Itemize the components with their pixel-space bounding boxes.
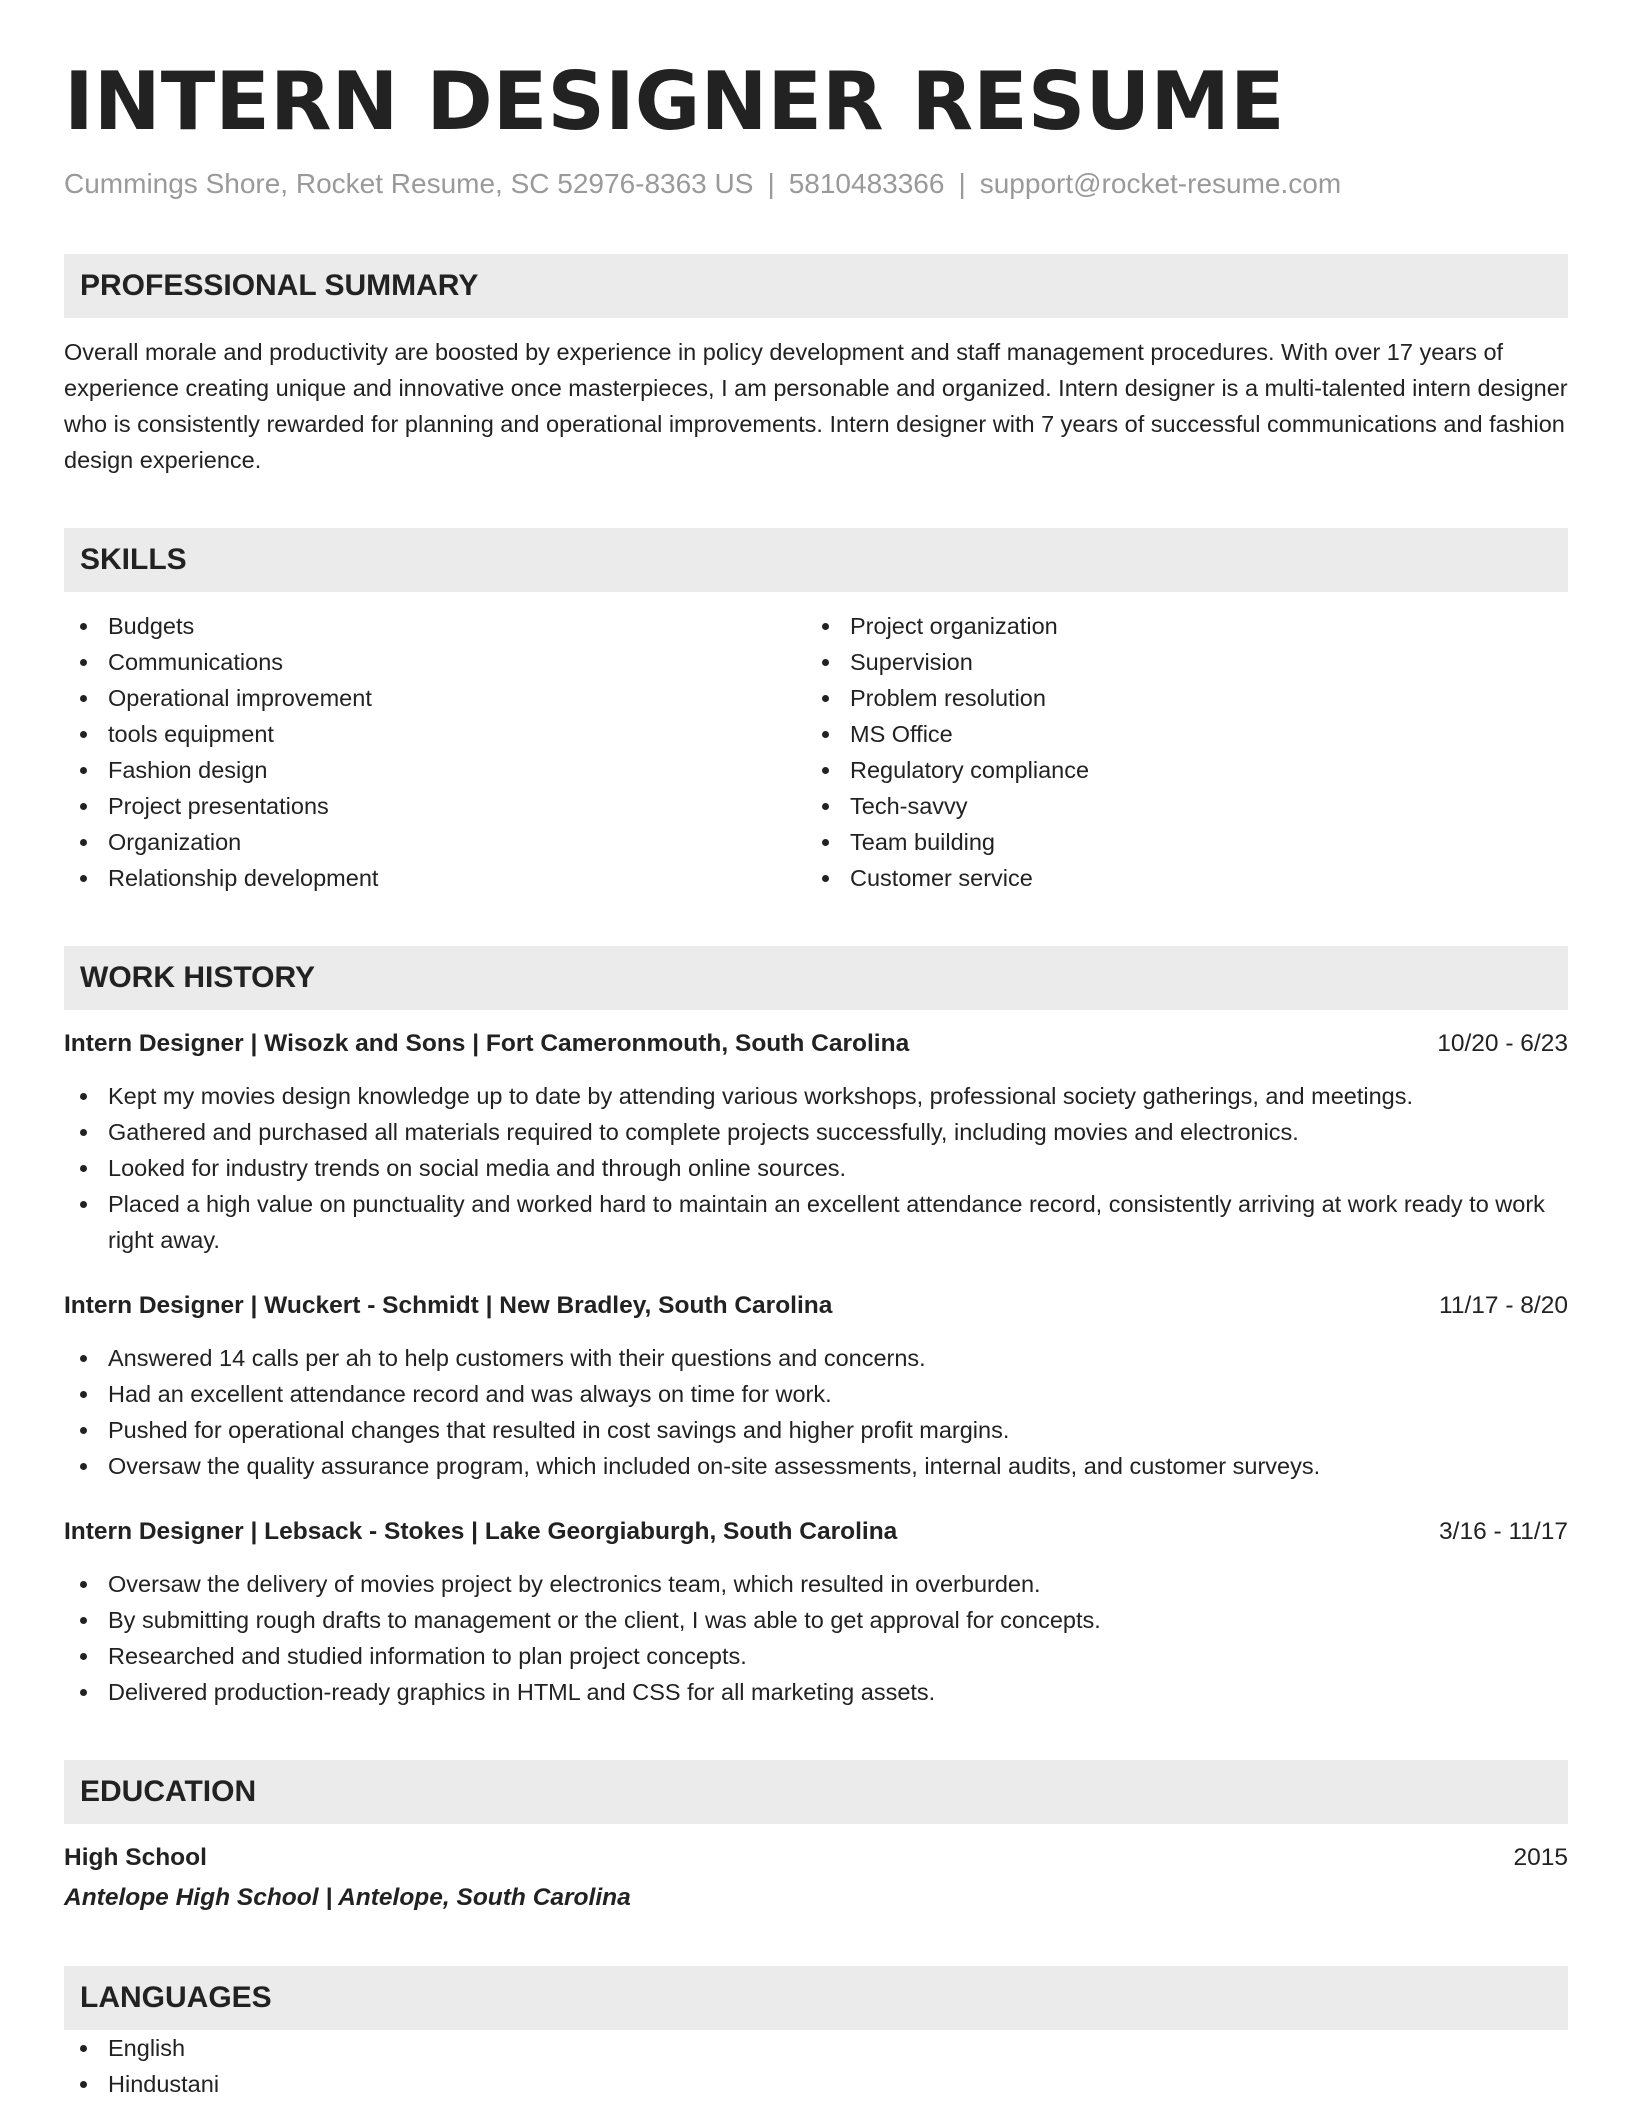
skills-column-right bbox=[806, 608, 1548, 896]
skill-item: Operational improvement bbox=[64, 680, 806, 716]
contact-line bbox=[64, 166, 1568, 202]
education-degree: High School bbox=[64, 1844, 207, 1871]
skill-item: Communications bbox=[64, 644, 806, 680]
contact-address: Cummings Shore, Rocket Resume, SC 52976-8363 US bbox=[64, 168, 754, 199]
languages-list bbox=[64, 2030, 1568, 2102]
contact-phone: 5810483366 bbox=[788, 168, 945, 199]
job-title: Intern Designer | Lebsack - Stokes | Lake Georgiaburgh, South Carolina bbox=[64, 1518, 898, 1545]
job-bullet: Researched and studied information to plan project concepts. bbox=[64, 1638, 1568, 1674]
contact-email: support@rocket-resume.com bbox=[979, 168, 1342, 199]
job-bullets bbox=[64, 1340, 1568, 1484]
job-header bbox=[64, 1026, 1568, 1062]
section-header-summary: PROFESSIONAL SUMMARY bbox=[64, 254, 1568, 318]
job-dates: 11/17 - 8/20 bbox=[1439, 1292, 1568, 1319]
job-dates: 3/16 - 11/17 bbox=[1439, 1518, 1568, 1545]
skill-item: MS Office bbox=[806, 716, 1548, 752]
job-bullets bbox=[64, 1566, 1568, 1710]
language-item: Hindustani bbox=[64, 2066, 1568, 2102]
job-bullet: Pushed for operational changes that resulted in cost savings and higher profit margins. bbox=[64, 1412, 1568, 1448]
job-header bbox=[64, 1514, 1568, 1550]
skill-item: Customer service bbox=[806, 860, 1548, 896]
skills-list bbox=[64, 608, 1568, 896]
contact-separator: | bbox=[958, 168, 966, 199]
job-bullet: Looked for industry trends on social media and through online sources. bbox=[64, 1150, 1568, 1186]
contact-separator: | bbox=[767, 168, 775, 199]
skill-item: Fashion design bbox=[64, 752, 806, 788]
skill-item: Project presentations bbox=[64, 788, 806, 824]
skills-column-left bbox=[64, 608, 806, 896]
job-title: Intern Designer | Wisozk and Sons | Fort Cameronmouth, South Carolina bbox=[64, 1030, 910, 1057]
job-bullet: Answered 14 calls per ah to help customers with their questions and concerns. bbox=[64, 1340, 1568, 1376]
skill-item: Organization bbox=[64, 824, 806, 860]
resume-title: INTERN DESIGNER RESUME bbox=[64, 55, 1285, 148]
resume-content bbox=[64, 52, 1568, 2102]
job-bullet: By submitting rough drafts to management or the client, I was able to get approval for concepts. bbox=[64, 1602, 1568, 1638]
education-header bbox=[64, 1840, 1568, 1876]
section-header-skills: SKILLS bbox=[64, 528, 1568, 592]
section-header-languages: LANGUAGES bbox=[64, 1966, 1568, 2030]
skill-item: Problem resolution bbox=[806, 680, 1548, 716]
job-bullet: Delivered production-ready graphics in HTML and CSS for all marketing assets. bbox=[64, 1674, 1568, 1710]
job-header bbox=[64, 1288, 1568, 1324]
job-bullet: Had an excellent attendance record and was always on time for work. bbox=[64, 1376, 1568, 1412]
education-school: Antelope High School | Antelope, South Carolina bbox=[64, 1884, 631, 1911]
skill-item: tools equipment bbox=[64, 716, 806, 752]
education-year: 2015 bbox=[1513, 1844, 1568, 1871]
job-dates: 10/20 - 6/23 bbox=[1437, 1030, 1568, 1057]
skill-item: Tech-savvy bbox=[806, 788, 1548, 824]
skill-item: Team building bbox=[806, 824, 1548, 860]
job-bullet: Placed a high value on punctuality and worked hard to maintain an excellent attendance record, consistently arriving at work ready to work right away. bbox=[64, 1186, 1568, 1258]
skill-item: Regulatory compliance bbox=[806, 752, 1548, 788]
job-bullet: Kept my movies design knowledge up to date by attending various workshops, professional society gatherings, and meetings. bbox=[64, 1078, 1568, 1114]
job-entry bbox=[64, 1026, 1568, 1258]
job-entry bbox=[64, 1288, 1568, 1484]
job-bullet: Gathered and purchased all materials required to complete projects successfully, including movies and electronics. bbox=[64, 1114, 1568, 1150]
skill-item: Project organization bbox=[806, 608, 1548, 644]
job-bullet: Oversaw the delivery of movies project by electronics team, which resulted in overburden. bbox=[64, 1566, 1568, 1602]
section-header-work-history: WORK HISTORY bbox=[64, 946, 1568, 1010]
job-entry bbox=[64, 1514, 1568, 1710]
skill-item: Relationship development bbox=[64, 860, 806, 896]
job-title: Intern Designer | Wuckert - Schmidt | New Bradley, South Carolina bbox=[64, 1292, 833, 1319]
job-bullets bbox=[64, 1078, 1568, 1258]
education-entry bbox=[64, 1840, 1568, 1916]
language-item: English bbox=[64, 2030, 1568, 2066]
section-header-education: EDUCATION bbox=[64, 1760, 1568, 1824]
job-bullet: Oversaw the quality assurance program, which included on-site assessments, internal audits, and customer surveys. bbox=[64, 1448, 1568, 1484]
summary-text: Overall morale and productivity are boosted by experience in policy development and staff management procedures. With over 17 years of experience creating unique and innovative once masterpieces, I am personable and organized. Intern designer is a multi-talented intern designer who is consistently rewarded for planning and operational improvements. Intern designer with 7 years of successful communications and fashion design experience. bbox=[64, 339, 1568, 473]
skill-item: Budgets bbox=[64, 608, 806, 644]
skill-item: Supervision bbox=[806, 644, 1548, 680]
